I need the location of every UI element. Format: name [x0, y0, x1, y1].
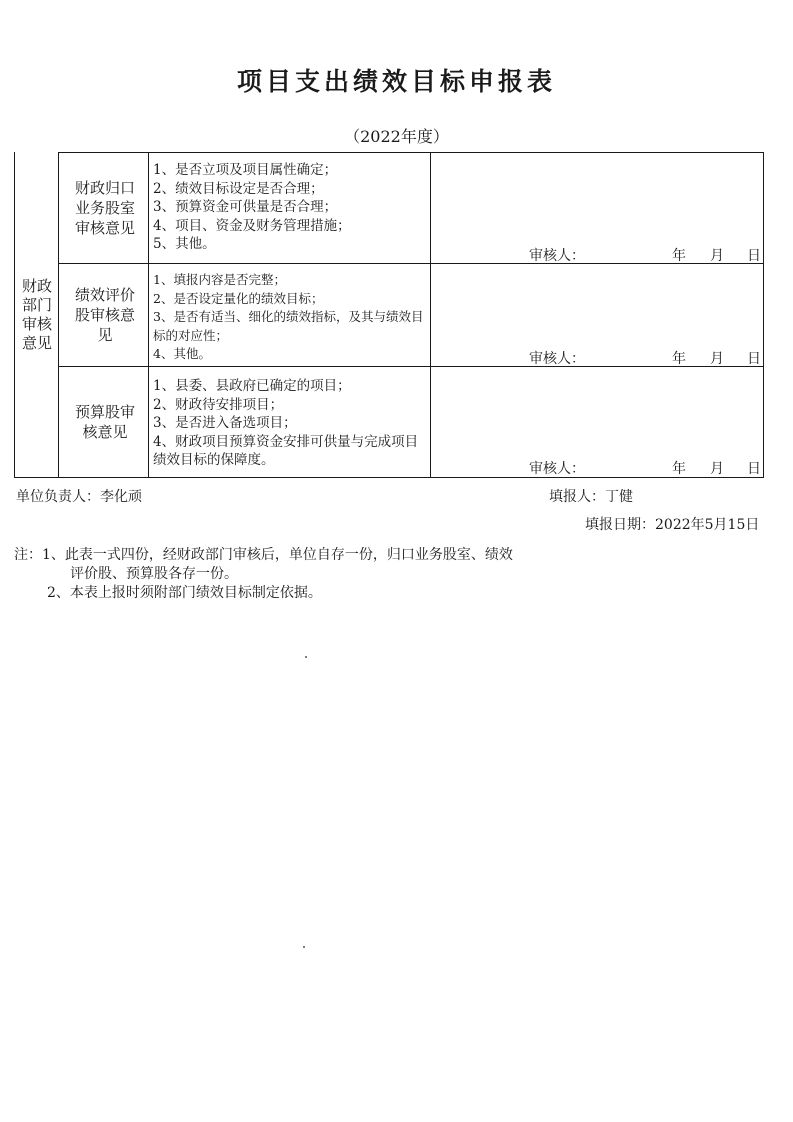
- items-cell-3: [153, 377, 431, 470]
- dept-label-cell: [14, 152, 60, 478]
- note-line-3: 2、本表上报时须附部门绩效目标制定依据。: [47, 585, 322, 601]
- table-border-bottom: [14, 477, 764, 478]
- row-divider-2: [58, 366, 764, 367]
- list-item: 4、财政项目预算资金安排可供量与完成项目绩效目标的保障度。: [153, 433, 419, 468]
- row-divider-1: [58, 263, 764, 264]
- list-item: 3、是否有适当、细化的绩效指标，及其与绩效目标的对应性；: [153, 309, 424, 343]
- dept-label: 财政部门审核意见: [21, 277, 52, 352]
- scan-speck: [303, 946, 305, 948]
- year-label: 年: [672, 351, 686, 367]
- list-item: 1、是否立项及项目属性确定；: [153, 162, 338, 178]
- reviewer-label: 审核人：: [529, 461, 585, 477]
- list-item: 2、是否设定量化的绩效目标；: [153, 290, 324, 306]
- items-cell-2: [153, 271, 431, 364]
- unit-label-3: 预算股审核意见: [74, 402, 135, 441]
- list-item: 4、项目、资金及财务管理措施；: [153, 217, 351, 234]
- note-line-1: 注：1、此表一式四份，经财政部门审核后，单位自存一份，归口业务股室、绩效: [14, 547, 513, 563]
- reviewer-label: 审核人：: [529, 248, 585, 264]
- table-border-right: [763, 152, 764, 478]
- reviewer-label: 审核人：: [529, 351, 585, 367]
- notes: [14, 546, 513, 603]
- fill-date: 填报日期：2022年5月15日: [585, 517, 760, 533]
- table-border-top: [58, 152, 764, 153]
- list-item: 3、预算资金可供量是否合理；: [153, 199, 338, 215]
- list-item: 3、是否进入备选项目；: [153, 415, 297, 431]
- unit-label-2: 绩效评价股审核意见: [74, 285, 135, 344]
- unit-cell-3: [60, 366, 150, 477]
- unit-cell-2: [60, 263, 150, 366]
- month-label: 月: [710, 248, 724, 264]
- form-title: 项目支出绩效目标申报表: [236, 67, 556, 96]
- year-label: 年: [672, 248, 686, 264]
- list-item: 2、财政待安排项目；: [153, 396, 284, 413]
- items-cell-1: [153, 161, 431, 254]
- unit-head: 单位负责人：李化顽: [16, 489, 142, 505]
- list-item: 1、填报内容是否完整；: [153, 272, 286, 287]
- list-item: 2、绩效目标设定是否合理；: [153, 180, 324, 197]
- year-label: 年: [672, 461, 686, 477]
- list-item: 1、县委、县政府已确定的项目；: [153, 378, 351, 394]
- review-table: [14, 152, 764, 478]
- list-item: 5、其他。: [153, 236, 216, 252]
- day-label: 日: [747, 461, 761, 477]
- list-item: 4、其他。: [153, 346, 211, 361]
- month-label: 月: [710, 461, 724, 477]
- note-line-2: 评价股、预算股各存一份。: [70, 566, 238, 582]
- unit-cell-1: [60, 152, 150, 263]
- filler: 填报人：丁健: [549, 489, 633, 505]
- day-label: 日: [747, 351, 761, 367]
- form-year: （2022年度）: [344, 127, 449, 146]
- month-label: 月: [710, 351, 724, 367]
- unit-label-1: 财政归口业务股室审核意见: [74, 178, 135, 237]
- scan-speck: [305, 656, 307, 658]
- day-label: 日: [747, 248, 761, 264]
